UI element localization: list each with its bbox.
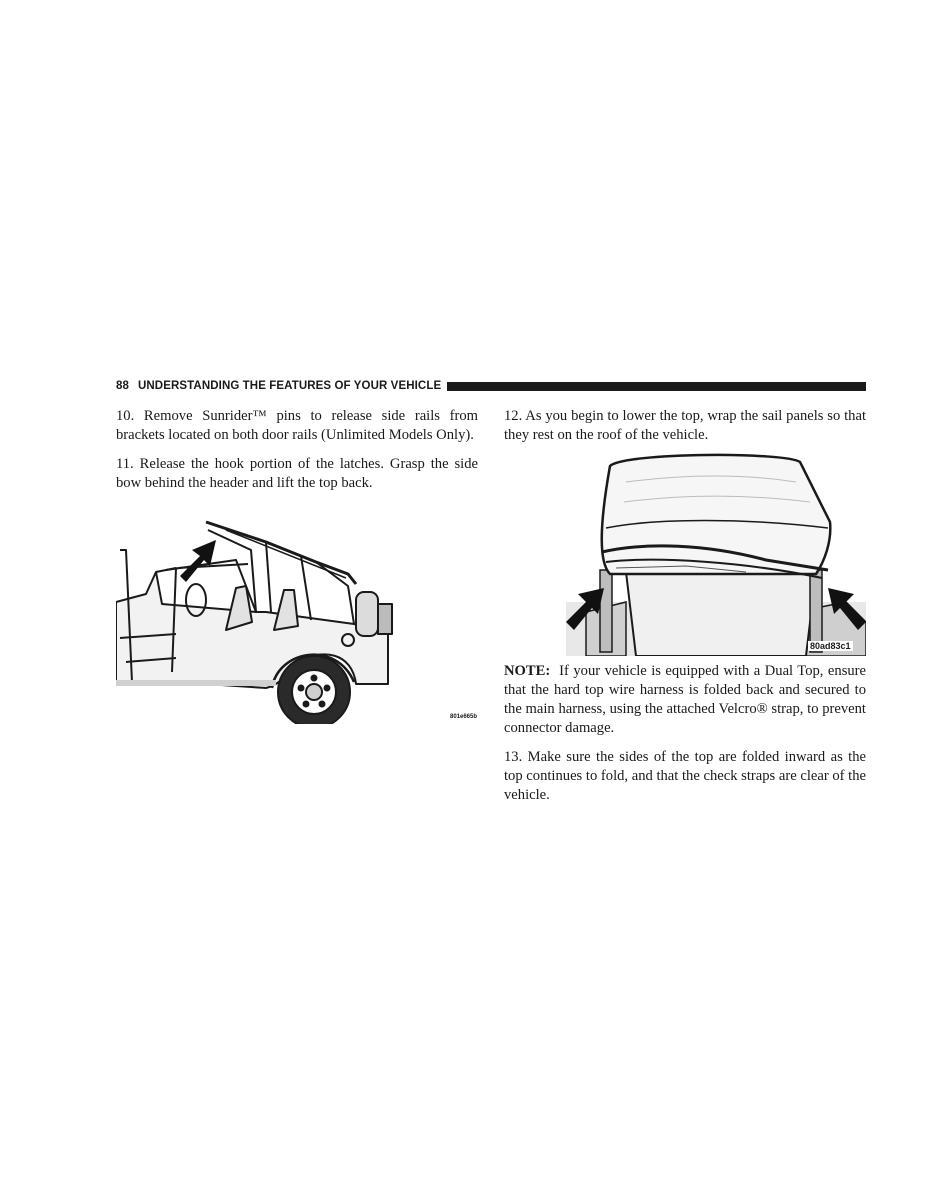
- right-column-lower: [504, 662, 866, 815]
- header-rule: [447, 382, 866, 391]
- step-13-paragraph: 13. Make sure the sides of the top are folded inward as the top continues to fold, and that the check straps are clear of the vehicle.: [504, 749, 866, 803]
- page-header: [116, 379, 866, 393]
- step-11-paragraph: 11. Release the hook portion of the latches. Grasp the side bow behind the header and lift the top back.: [116, 456, 478, 491]
- left-column: [116, 407, 478, 503]
- page-number: 88: [116, 380, 129, 392]
- step-12-paragraph: 12. As you begin to lower the top, wrap the sail panels so that they rest on the roof of the vehicle.: [504, 408, 866, 443]
- jeep-side-top-lifted-illustration: [116, 512, 478, 724]
- note-label: NOTE:: [504, 663, 551, 679]
- folded-top-rear-view-illustration: [566, 452, 866, 656]
- right-column: [504, 407, 866, 455]
- figure-1-code: 801e665b: [450, 714, 478, 720]
- note-text: If your vehicle is equipped with a Dual Top, ensure that the hard top wire harness is folded back and secured to the main harness, using the attached Velcro® strap, to prevent connector damage.: [504, 663, 867, 736]
- note-paragraph: [504, 662, 866, 738]
- figure-2-code: 80ad83c1: [810, 641, 851, 651]
- section-title: UNDERSTANDING THE FEATURES OF YOUR VEHICLE: [138, 380, 442, 392]
- step-10-paragraph: 10. Remove Sunrider™ pins to release side rails from brackets located on both door rails (Unlimited Models Only).: [116, 408, 478, 443]
- figure-jeep-top-lifted: [116, 512, 478, 724]
- figure-folded-top: [566, 452, 866, 656]
- arrow-icon: [180, 540, 216, 582]
